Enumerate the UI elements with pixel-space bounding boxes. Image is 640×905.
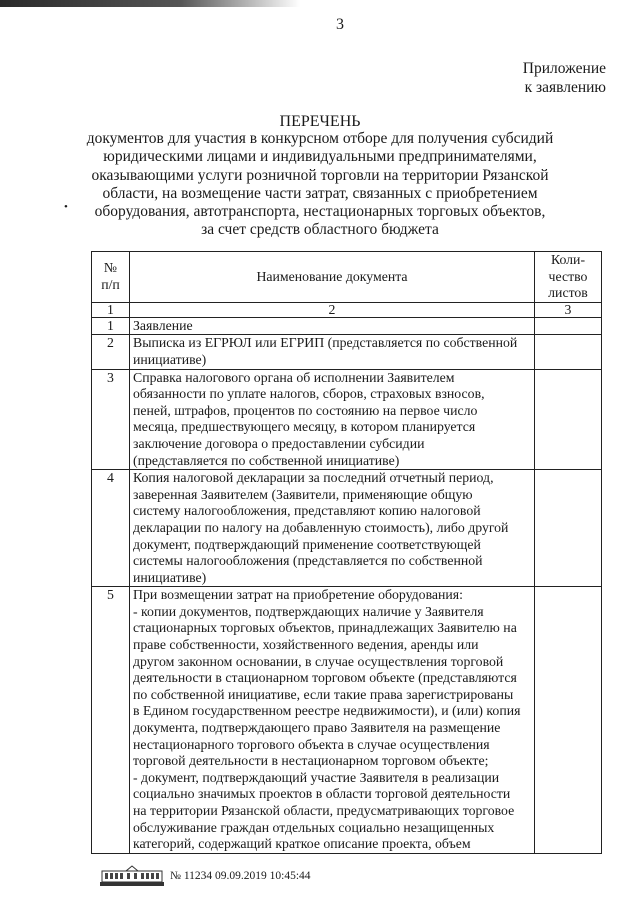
document-name-line: - документ, подтверждающий участие Заявителя в реализации (133, 769, 500, 785)
document-name-line: документа, подтверждающего право Заявителя на размещение (133, 720, 501, 736)
page-number: 3 (336, 16, 344, 33)
subtitle-line: области, на возмещение части затрат, связанных с приобретением (102, 184, 538, 202)
index-cell: 3 (535, 302, 602, 317)
document-name-line: нестационарного торгового объекта в случае осуществления (133, 736, 490, 752)
table-row (92, 369, 602, 470)
header-sheets-cell (535, 252, 602, 303)
header-sheets-line: листов (548, 285, 588, 301)
stray-dot: • (64, 201, 68, 213)
document-name (130, 317, 535, 335)
header-sheets-line: Коли- (550, 252, 586, 267)
document-name-line: При возмещении затрат на приобретение оборудования: (133, 587, 463, 603)
document-name-line: Копия налоговой декларации за последний отчетный период, (133, 470, 494, 486)
sheet-count (535, 369, 602, 470)
header-number-cell (92, 252, 130, 303)
appendix-line-2: к заявлению (524, 79, 606, 96)
document-name-line: в Едином государственном реестре недвижимости), и (или) копия (133, 703, 521, 719)
scan-edge-line (0, 0, 300, 7)
document-name-line: на территории Рязанской области, предусматривающих торговое (133, 803, 515, 818)
document-name (130, 369, 535, 470)
row-number: 3 (92, 369, 130, 470)
document-name-line: документ, подтверждающий применение соответствующей (133, 536, 481, 552)
document-name-line: праве собственности, хозяйственного ведения, аренды или (133, 637, 479, 653)
row-number: 2 (92, 335, 130, 369)
appendix-line-1: Приложение (522, 60, 606, 77)
document-name-line: инициативе) (133, 569, 207, 585)
sheet-count (535, 317, 602, 335)
sheet-count (535, 470, 602, 587)
document-name-line: месяца, предшествующего месяцу, в котором планируется (133, 419, 476, 435)
document-name-line: декларации по налогу на добавленную стоимость), либо другой (133, 519, 509, 535)
document-name-line: деятельности в стационарном торговом объекте (представляются (133, 670, 517, 686)
table-row (92, 317, 602, 335)
document-subtitle (0, 130, 640, 240)
document-name-line: систему налогообложения, представляют копию налоговой (133, 503, 481, 519)
document-name-line: - копии документов, подтверждающих наличие у Заявителя (133, 603, 484, 619)
document-name-line: заверенная Заявителем (Заявители, применяющие общую (133, 486, 473, 502)
subtitle-line: оборудования, автотранспорта, нестационарных торговых объектов, (94, 203, 546, 221)
header-number-line: п/п (101, 276, 120, 292)
document-name-line: по собственной инициативе, если такие права зарегистрированы (133, 686, 514, 702)
document-name-line: заключение договора о предоставлении субсидии (133, 435, 425, 451)
document-name-line: обслуживание граждан отдельных социально незащищенных (133, 819, 495, 835)
document-name (130, 335, 535, 369)
document-name (130, 470, 535, 587)
document-name-line: другом законном основании, в случае осуществления торговой (133, 653, 504, 669)
document-name-line: пеней, штрафов, процентов по состоянию на первое число (133, 402, 478, 418)
document-name-line: инициативе) (133, 351, 207, 367)
appendix-note (446, 59, 606, 97)
document-name-line: торговой деятельности в нестационарном торговом объекте; (133, 753, 489, 769)
table-row (92, 470, 602, 587)
header-number-line: № (103, 260, 118, 276)
document-name-line: социально значимых проектов в области торговой деятельности (133, 786, 511, 802)
header-document-name: Наименование документа (130, 252, 535, 303)
document-name (130, 587, 535, 854)
table-index-row (92, 302, 602, 317)
document-name-line: (представляется по собственной инициативе) (133, 452, 400, 468)
table-header-row (92, 252, 602, 303)
document-name-line: Справка налогового органа об исполнении Заявителем (133, 369, 455, 385)
table-row (92, 335, 602, 369)
row-number: 5 (92, 587, 130, 854)
index-cell: 2 (130, 302, 535, 317)
table-row (92, 587, 602, 854)
row-number: 4 (92, 470, 130, 587)
document-name-line: Выписка из ЕГРЮЛ или ЕГРИП (представляется по собственной (133, 335, 518, 351)
document-name-line: стационарных торговых объектов, принадлежащих Заявителю на (133, 620, 517, 636)
document-title: ПЕРЕЧЕНЬ (279, 113, 361, 130)
document-name-line: Заявление (133, 317, 193, 333)
building-stamp-icon (100, 865, 164, 887)
subtitle-line: документов для участия в конкурсном отборе для получения субсидий (86, 130, 554, 147)
header-sheets-line: чество (548, 268, 588, 284)
registration-number: № 11234 09.09.2019 10:45:44 (170, 870, 311, 882)
sheet-count (535, 587, 602, 854)
subtitle-line: оказывающими услуги розничной торговли на территории Рязанской (91, 166, 549, 184)
document-name-line: системы налогообложения (представляется по собственной (133, 553, 483, 569)
subtitle-line: за счет средств областного бюджета (201, 221, 439, 239)
sheet-count (535, 335, 602, 369)
document-name-line: обязанности по уплате налогов, сборов, страховых взносов, (133, 386, 485, 402)
documents-table (91, 251, 602, 854)
row-number: 1 (92, 317, 130, 335)
subtitle-line: юридическими лицами и индивидуальными предпринимателями, (103, 148, 537, 166)
document-name-line: категорий, содержащий краткое описание проекта, объем (133, 836, 471, 852)
index-cell: 1 (92, 302, 130, 317)
